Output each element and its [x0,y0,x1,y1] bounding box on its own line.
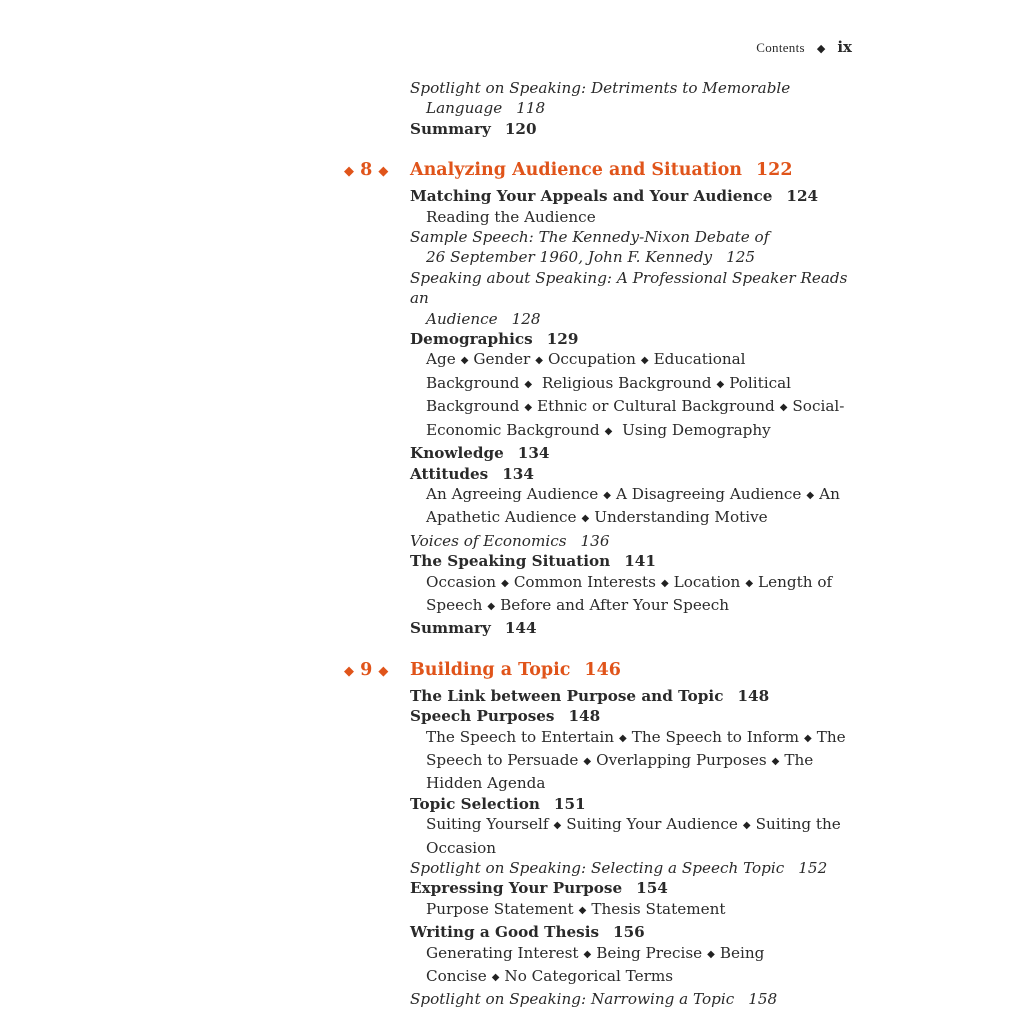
toc-subtopics-situation: Occasion ◆ Common Interests ◆ Location ◆ Length of Speech ◆ Before and After Your Speech [426,572,833,614]
running-header [756,38,852,56]
chapter-title: Analyzing Audience and Situation [410,160,742,181]
chapter-number: 9 [360,659,373,680]
page-ref: 134 [517,444,550,463]
page-ref: 144 [504,619,537,638]
toc-entry-writing-thesis: Writing a Good Thesis 156 [410,923,645,942]
toc-entry-sample-speech: Sample Speech: The Kennedy-Nixon Debate of [410,228,770,247]
toc-subtopics-selection: Suiting Yourself ◆ Suiting Your Audience ◆ Suiting the Occasion [426,815,841,857]
page-ref: 151 [553,794,586,813]
page-ref: 122 [755,160,793,181]
toc-entry-sample-speech-cont: 26 September 1960, John F. Kennedy 125 [426,248,756,267]
toc-entry-voices: Voices of Economics 136 [410,531,610,550]
toc-entry-spotlight-narrowing: Spotlight on Speaking: Narrowing a Topic 158 [410,990,778,1009]
toc-entry-knowledge: Knowledge 134 [410,444,550,463]
page-number: ix [837,38,852,56]
diamond-icon: ◆ [344,164,354,180]
page-ref: 152 [798,859,828,877]
toc-entry-link: The Link between Purpose and Topic 148 [410,686,770,705]
toc-subtopics-expressing: Purpose Statement ◆ Thesis Statement [426,899,726,918]
section-label: Contents [756,40,805,55]
page-ref: 148 [737,686,770,705]
diamond-icon: ◆ [344,663,354,679]
chapter-title: Building a Topic [410,659,571,680]
toc-entry-summary-ch8: Summary 144 [410,619,537,638]
page-ref: 124 [786,187,819,206]
toc-subtopics-demographics: Age ◆ Gender ◆ Occupation ◆ Educational Background ◆ Religious Background ◆ Political Background ◆ Ethnic or Cultural Background ◆ Social-Economic Background ◆ Using Demography [426,350,845,439]
page-ref: 148 [568,707,601,726]
toc-entry-speaking-situation: The Speaking Situation 141 [410,552,656,571]
chapter-number-marker [344,657,388,685]
toc-entry-speaking-about: Speaking about Speaking: A Professional Speaker Reads an [410,268,848,308]
toc-entry-summary-ch7: Summary 120 [410,119,537,138]
page-ref: 129 [546,330,579,349]
page-ref: 128 [511,309,541,328]
page-ref: 136 [580,531,610,550]
toc-entry-spotlight-detriments-cont: Language 118 [426,99,546,118]
toc-entry-expressing: Expressing Your Purpose 154 [410,879,668,898]
toc-subtopics-attitudes: An Agreeing Audience ◆ A Disagreeing Audience ◆ An Apathetic Audience ◆ Understanding Motive [426,484,840,527]
table-of-contents [344,78,860,1010]
chapter-number-marker [344,157,388,185]
toc-entry-speech-purposes: Speech Purposes 148 [410,707,601,726]
page-ref: 125 [726,248,756,267]
toc-entry-demographics: Demographics 129 [410,330,579,349]
page-ref: 156 [613,923,645,942]
toc-entry-spotlight-selecting: Spotlight on Speaking: Selecting a Speech Topic 152 [410,859,828,877]
diamond-icon: ◆ [378,663,389,679]
page-ref: 134 [502,464,534,483]
page-ref: 118 [516,99,546,118]
toc-entry-speaking-about-cont: Audience 128 [426,309,541,328]
page-ref: 146 [584,659,621,680]
chapter-9-heading [344,657,860,683]
page-ref: 158 [748,990,778,1009]
toc-subtopics-thesis: Generating Interest ◆ Being Precise ◆ Being Concise ◆ No Categorical Terms [426,943,765,986]
diamond-icon: ◆ [378,164,389,180]
toc-subtopics-purposes: The Speech to Entertain ◆ The Speech to Inform ◆ The Speech to Persuade ◆ Overlapping Purposes ◆ The Hidden Agenda [426,727,846,793]
toc-subentry-reading: Reading the Audience [426,207,596,226]
page-ref: 141 [624,552,656,571]
toc-entry-spotlight-detriments: Spotlight on Speaking: Detriments to Memorable [410,79,791,97]
page-ref: 120 [504,119,537,138]
toc-entry-attitudes: Attitudes 134 [410,464,534,483]
toc-entry-matching: Matching Your Appeals and Your Audience 124 [410,187,819,206]
toc-entry-topic-selection: Topic Selection 151 [410,794,586,813]
diamond-icon: ◆ [816,42,826,55]
page-ref: 154 [636,879,668,898]
chapter-number: 8 [360,160,373,181]
chapter-8-heading [344,157,860,183]
